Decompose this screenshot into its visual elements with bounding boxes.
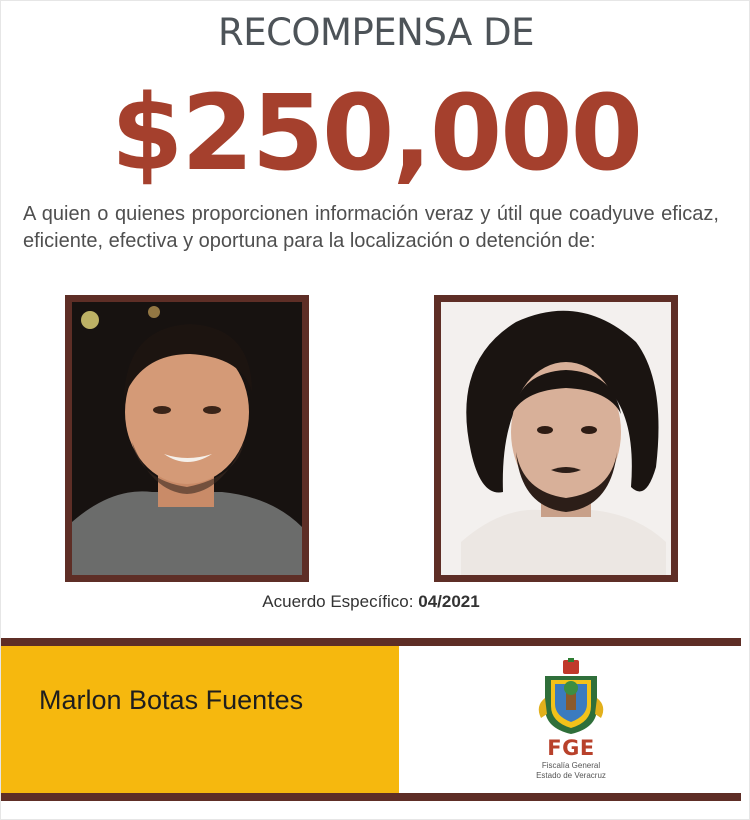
reward-description: A quien o quienes proporcionen información veraz y útil que coadyuve eficaz, eficiente, efectiva y oportuna para la localización o detención de:: [23, 203, 719, 252]
logo-line-2: Estado de Veracruz: [536, 771, 606, 780]
veracruz-shield-icon: [511, 658, 631, 736]
agreement-number: 04/2021: [418, 592, 480, 611]
suspect-name: Marlon Botas Fuentes: [39, 685, 304, 715]
portrait-illustration-1: [72, 302, 302, 575]
logo-acronym: FGE: [547, 736, 595, 760]
suspect-photo-2: [434, 295, 678, 582]
portrait-illustration-2: [441, 302, 671, 575]
suspect-photo-1: [65, 295, 309, 582]
name-panel: [1, 646, 399, 793]
divider-top: [1, 638, 741, 646]
reward-heading: RECOMPENSA DE: [218, 11, 534, 54]
logo-line-1: Fiscalía General: [541, 761, 601, 770]
reward-amount: $250,000: [110, 72, 642, 194]
fge-logo: [511, 658, 631, 788]
agreement-reference: [1, 592, 741, 612]
agreement-label: Acuerdo Específico:: [262, 592, 414, 611]
divider-bottom: [1, 793, 741, 801]
